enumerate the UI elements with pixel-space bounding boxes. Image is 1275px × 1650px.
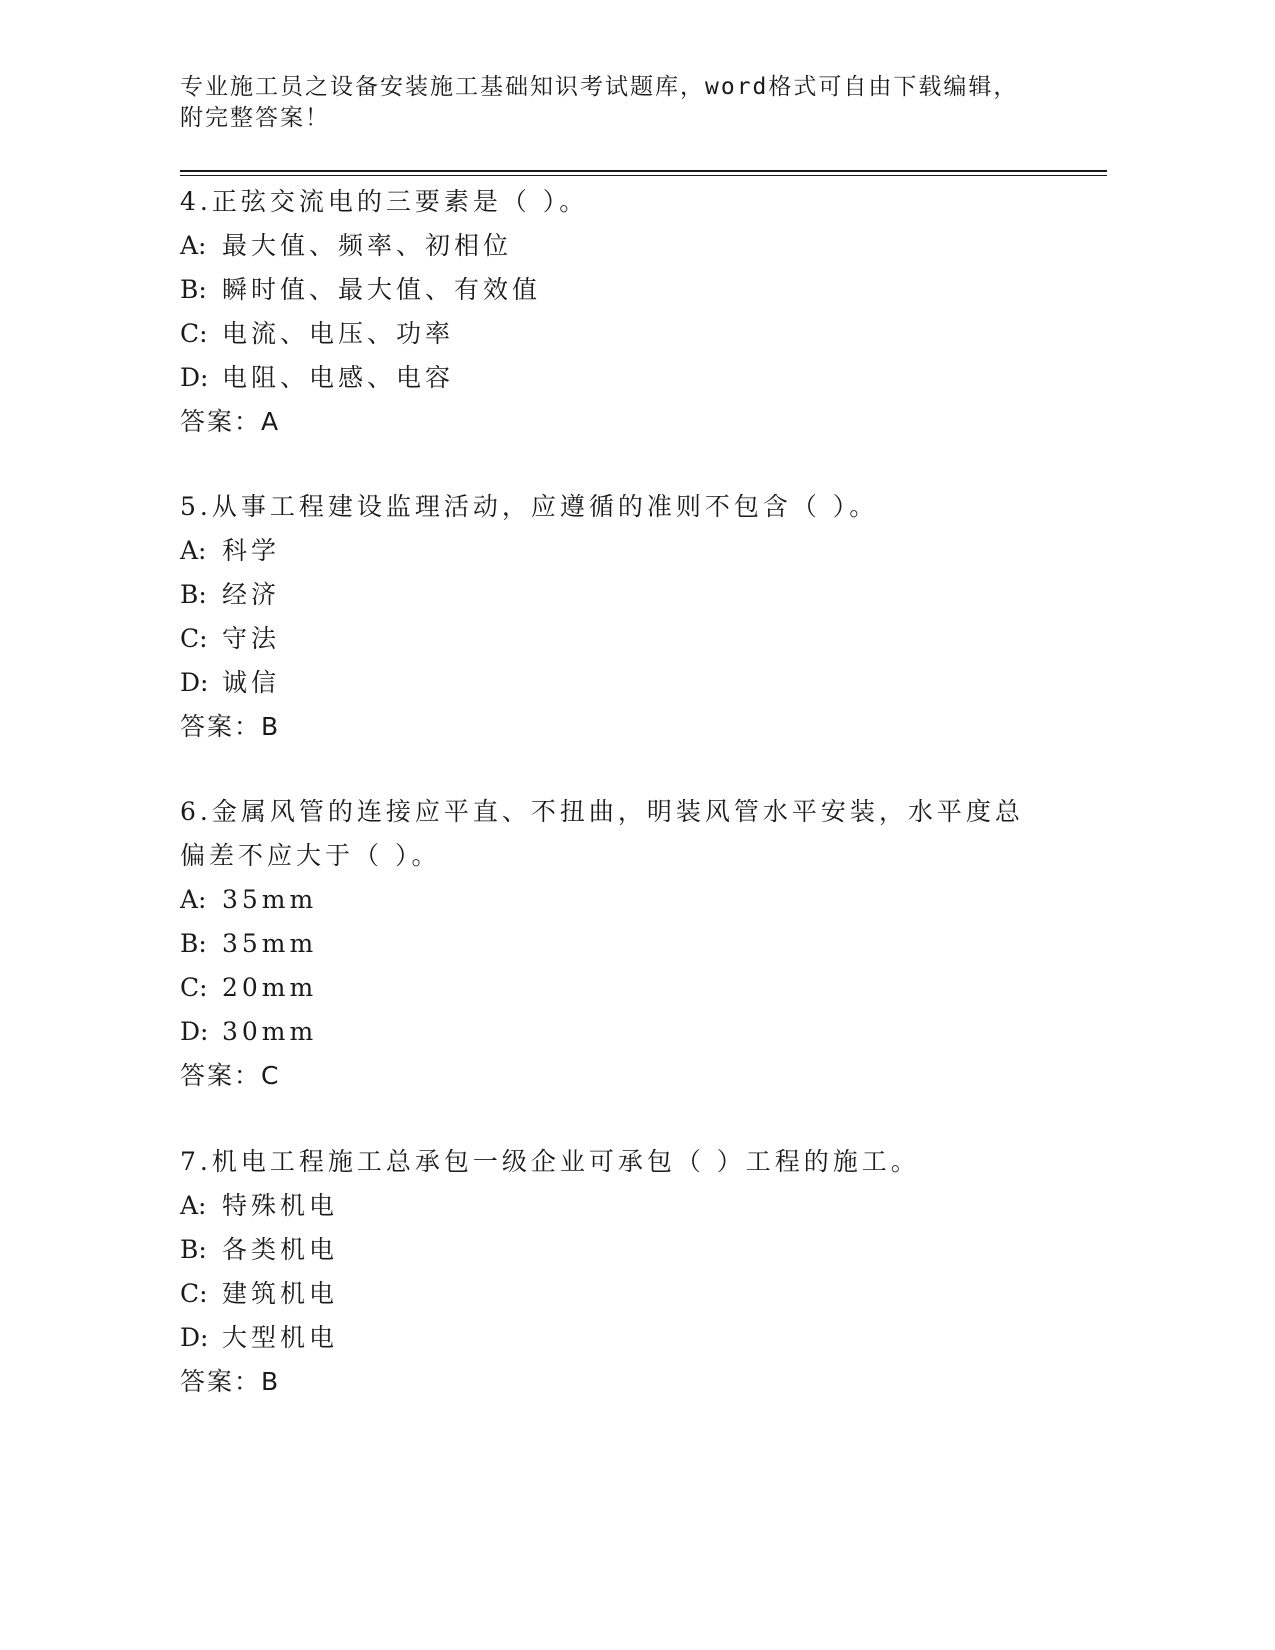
option-b xyxy=(180,268,1030,312)
option-key: B: xyxy=(180,929,207,958)
question-4 xyxy=(180,180,1030,444)
option-b xyxy=(180,573,1030,617)
option-text: 20mm xyxy=(222,973,318,1002)
option-text: 守法 xyxy=(222,624,281,653)
option-key: C: xyxy=(180,319,208,348)
option-text: 35mm xyxy=(222,885,318,914)
question-7 xyxy=(180,1140,1030,1404)
option-key: A: xyxy=(180,885,207,914)
option-text: 35mm xyxy=(222,929,318,958)
option-text: 特殊机电 xyxy=(222,1191,339,1220)
option-key: A: xyxy=(180,536,207,565)
option-key: D: xyxy=(180,1323,209,1352)
option-key: D: xyxy=(180,668,209,697)
option-key: B: xyxy=(180,580,207,609)
answer-line: 答案：B xyxy=(180,712,281,741)
option-a xyxy=(180,224,1030,268)
option-key: C: xyxy=(180,1279,208,1308)
option-key: B: xyxy=(180,1235,207,1264)
option-d xyxy=(180,1010,1030,1054)
header-divider-thick xyxy=(180,170,1107,172)
question-stem: 4.正弦交流电的三要素是（ ）。 xyxy=(180,187,589,216)
option-key: A: xyxy=(180,1191,207,1220)
option-d xyxy=(180,661,1030,705)
option-a xyxy=(180,529,1030,573)
option-text: 大型机电 xyxy=(222,1323,339,1352)
option-key: A: xyxy=(180,231,207,260)
option-text: 瞬时值、最大值、有效值 xyxy=(222,275,542,304)
question-stem: 7.机电工程施工总承包一级企业可承包（ ）工程的施工。 xyxy=(180,1147,920,1176)
question-6 xyxy=(180,790,1030,1098)
option-b xyxy=(180,922,1030,966)
option-b xyxy=(180,1228,1030,1272)
option-c xyxy=(180,312,1030,356)
option-a xyxy=(180,1184,1030,1228)
option-text: 最大值、频率、初相位 xyxy=(222,231,513,260)
option-d xyxy=(180,356,1030,400)
option-c xyxy=(180,1272,1030,1316)
option-key: C: xyxy=(180,973,208,1002)
option-text: 经济 xyxy=(222,580,281,609)
document-header: 专业施工员之设备安装施工基础知识考试题库，word格式可自由下载编辑，附完整答案！ xyxy=(180,74,1019,131)
option-c xyxy=(180,966,1030,1010)
option-a xyxy=(180,878,1030,922)
option-text: 30mm xyxy=(222,1017,318,1046)
answer-line: 答案：C xyxy=(180,1061,281,1090)
question-5 xyxy=(180,485,1030,749)
option-text: 建筑机电 xyxy=(222,1279,339,1308)
header-divider-thin xyxy=(180,175,1107,176)
option-text: 各类机电 xyxy=(222,1235,339,1264)
option-text: 电阻、电感、电容 xyxy=(222,363,455,392)
answer-line: 答案：B xyxy=(180,1367,281,1396)
option-text: 电流、电压、功率 xyxy=(222,319,455,348)
option-text: 科学 xyxy=(222,536,281,565)
option-text: 诚信 xyxy=(222,668,281,697)
option-key: D: xyxy=(180,1017,209,1046)
option-key: B: xyxy=(180,275,207,304)
question-stem: 6.金属风管的连接应平直、不扭曲，明装风管水平安装，水平度总偏差不应大于（ ）。 xyxy=(180,797,1024,870)
option-d xyxy=(180,1316,1030,1360)
option-key: D: xyxy=(180,363,209,392)
option-key: C: xyxy=(180,624,208,653)
answer-line: 答案：A xyxy=(180,407,281,436)
option-c xyxy=(180,617,1030,661)
question-stem: 5.从事工程建设监理活动，应遵循的准则不包含（ ）。 xyxy=(180,492,879,521)
